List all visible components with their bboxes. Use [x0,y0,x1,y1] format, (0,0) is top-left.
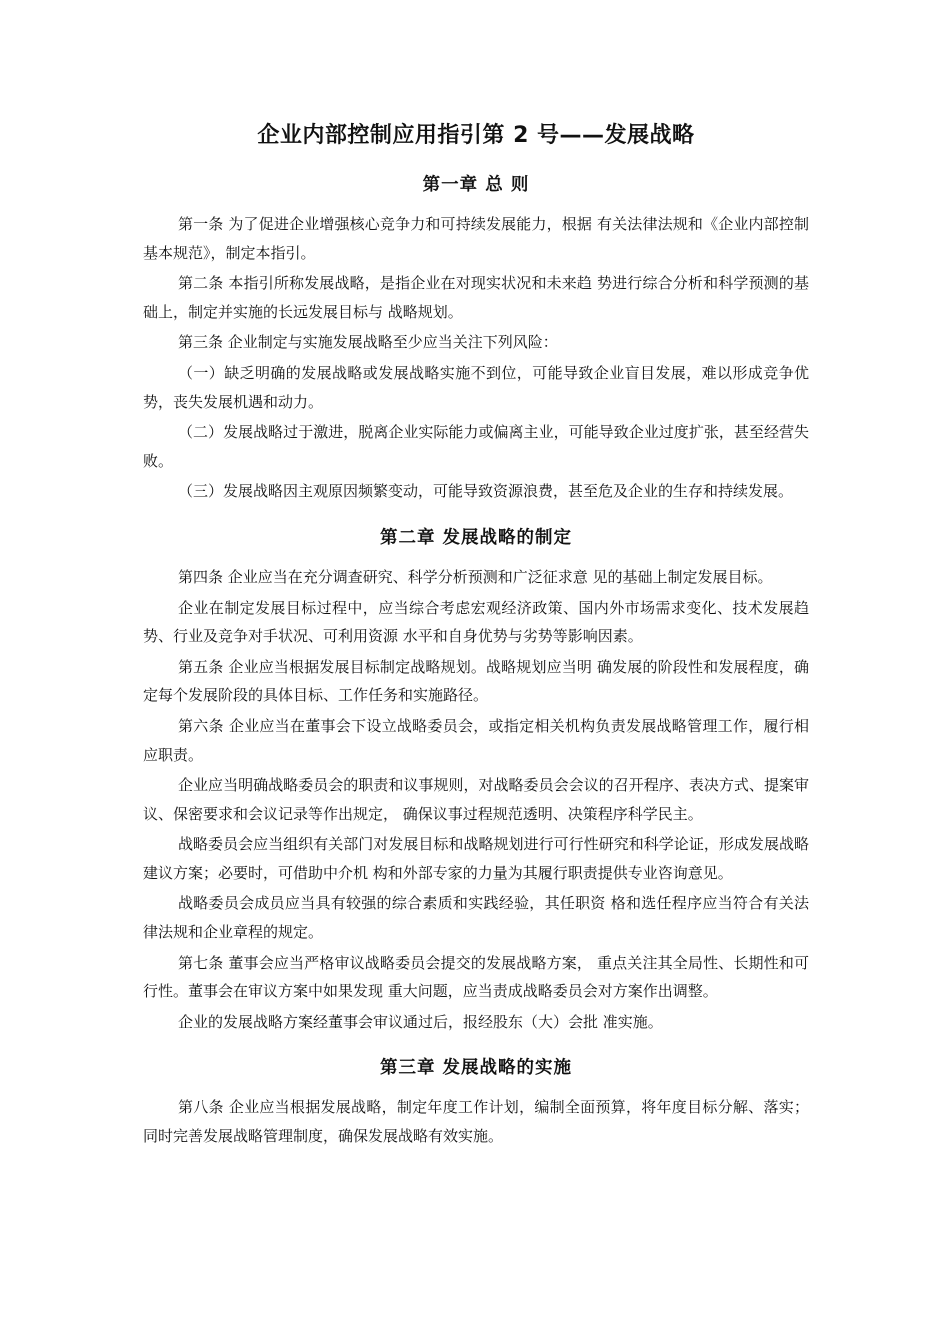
chapter-3 [143,1054,809,1150]
paragraph: 企业的发展战略方案经董事会审议通过后，报经股东（大）会批 准实施。 [178,1012,663,1031]
paragraph: 企业在制定发展目标过程中，应当综合考虑宏观经济政策、国内外市场需求变化、技术发展趋势、行业及竞争对手状况、可利用资源 水平和自身优势与劣势等影响因素。 [143,598,809,646]
risk-item-3: （三）发展战略因主观原因频繁变动，可能导致资源浪费，甚至危及企业的生存和持续发展。 [178,482,794,501]
article-8: 第八条 企业应当根据发展战略，制定年度工作计划，编制全面预算，将年度目标分解、落实；同时完善发展战略管理制度，确保发展战略有效实施。 [143,1098,809,1146]
article-4: 第四条 企业应当在充分调查研究、科学分析预测和广泛征求意 见的基础上制定发展目标。 [178,567,773,586]
article-3: 第三条 企业制定与实施发展战略至少应当关注下列风险： [178,333,558,352]
risk-item-2: （二）发展战略过于激进，脱离企业实际能力或偏离主业，可能导致企业过度扩张，甚至经营失败。 [143,423,809,470]
paragraph: 企业应当明确战略委员会的职责和议事规则，对战略委员会会议的召开程序、表决方式、提案审议、保密要求和会议记录等作出规定， 确保议事过程规范透明、决策程序科学民主。 [143,776,809,823]
risk-item-1: （一）缺乏明确的发展战略或发展战略实施不到位，可能导致企业盲目发展，难以形成竞争优势，丧失发展机遇和动力。 [143,363,809,411]
chapter-2 [143,524,809,1037]
document-title: 企业内部控制应用指引第 2 号——发展战略 [257,123,695,148]
chapter-heading: 第三章 发展战略的实施 [379,1058,573,1079]
article-1: 第一条 为了促进企业增强核心竞争力和可持续发展能力，根据 有关法律法规和《企业内部控制基本规范》，制定本指引。 [143,215,809,262]
paragraph: 战略委员会应当组织有关部门对发展目标和战略规划进行可行性研究和科学论证，形成发展战略建议方案；必要时，可借助中介机 构和外部专家的力量为其履行职责提供专业咨询意见。 [143,835,809,882]
chapter-1 [143,171,809,506]
chapter-heading: 第一章 总 则 [422,175,530,195]
article-2: 第二条 本指引所称发展战略，是指企业在对现实状况和未来趋 势进行综合分析和科学预测的基础上，制定并实施的长远发展目标与 战略规划。 [143,274,809,321]
paragraph: 战略委员会成员应当具有较强的综合素质和实践经验，其任职资 格和选任程序应当符合有关法律法规和企业章程的规定。 [143,894,809,942]
article-7: 第七条 董事会应当严格审议战略委员会提交的发展战略方案， 重点关注其全局性、长期性和可行性。董事会在审议方案中如果发现 重大问题，应当责成战略委员会对方案作出调整。 [143,953,809,1001]
document-page [143,118,809,1153]
article-6: 第六条 企业应当在董事会下设立战略委员会，或指定相关机构负责发展战略管理工作，履行相应职责。 [143,716,809,764]
article-5: 第五条 企业应当根据发展目标制定战略规划。战略规划应当明 确发展的阶段性和发展程度，确定每个发展阶段的具体目标、工作任务和实施路径。 [143,657,809,705]
chapter-heading: 第二章 发展战略的制定 [379,527,573,548]
